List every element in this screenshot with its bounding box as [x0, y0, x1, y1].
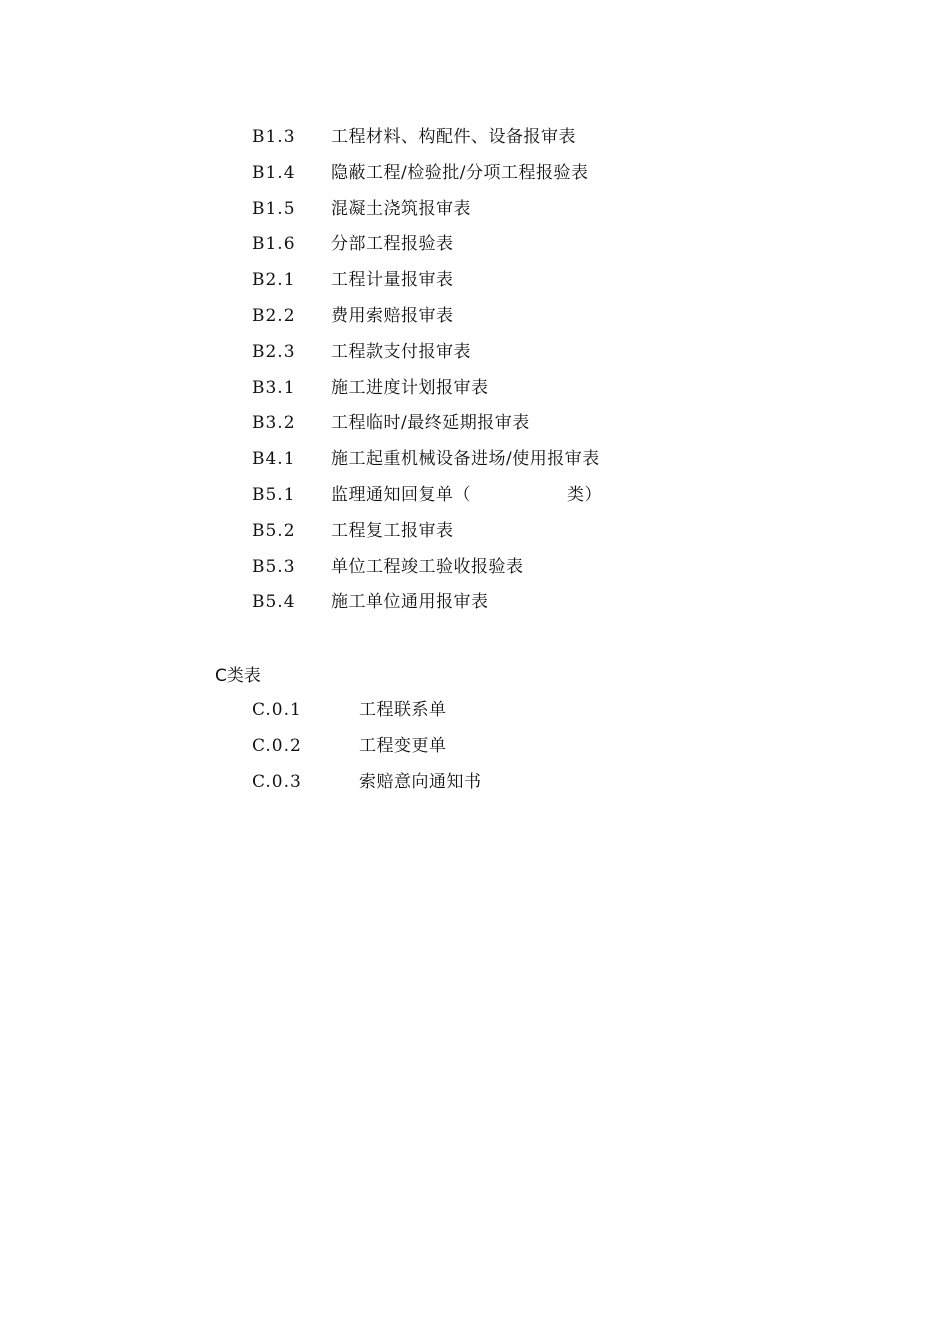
- form-code: B5.2: [252, 520, 296, 541]
- form-title: 混凝土浇筑报审表: [331, 198, 471, 219]
- list-item: [252, 729, 482, 765]
- form-title: 索赔意向通知书: [359, 771, 482, 792]
- form-title: 工程计量报审表: [331, 270, 454, 291]
- list-item: [252, 514, 602, 550]
- form-title: 单位工程竣工验收报验表: [331, 556, 524, 577]
- list-item: [252, 120, 602, 156]
- form-title: 工程临时/最终延期报审表: [331, 413, 530, 434]
- form-code: C.0.3: [252, 771, 302, 792]
- form-code: B5.1: [252, 484, 296, 505]
- list-item: [252, 192, 602, 228]
- b-form-list: [252, 120, 602, 621]
- section-heading: C类表: [215, 666, 261, 686]
- form-title: 工程材料、构配件、设备报审表: [331, 127, 576, 147]
- list-item: [252, 335, 602, 371]
- form-code: B2.3: [252, 341, 296, 362]
- form-title: 工程款支付报审表: [331, 341, 471, 362]
- form-code: B1.4: [252, 162, 296, 183]
- form-title-suffix: 类）: [567, 484, 602, 505]
- list-item: [252, 227, 602, 263]
- form-title: 工程复工报审表: [331, 520, 454, 541]
- list-item: [252, 263, 602, 299]
- form-code: B1.3: [252, 127, 296, 147]
- form-code: C.0.1: [252, 700, 302, 720]
- form-title: 费用索赔报审表: [331, 305, 454, 326]
- form-code: B5.3: [252, 556, 296, 577]
- form-title: 隐蔽工程/检验批/分项工程报验表: [331, 162, 589, 183]
- list-item: [252, 371, 602, 407]
- form-title: 分部工程报验表: [331, 234, 454, 255]
- form-title: 施工单位通用报审表: [331, 592, 489, 613]
- list-item: [252, 442, 602, 478]
- form-title: 工程变更单: [359, 735, 447, 756]
- form-code: B3.1: [252, 377, 296, 398]
- form-title: 施工起重机械设备进场/使用报审表: [331, 449, 600, 470]
- form-title: 监理通知回复单（: [331, 484, 471, 505]
- form-code: B4.1: [252, 449, 296, 470]
- form-code: C.0.2: [252, 735, 302, 756]
- form-code: B3.2: [252, 413, 296, 434]
- form-title: 工程联系单: [359, 700, 447, 720]
- form-code: B1.5: [252, 198, 296, 219]
- list-item: [252, 585, 602, 621]
- list-item: [252, 550, 602, 586]
- list-item: [252, 406, 602, 442]
- form-code: B2.1: [252, 270, 296, 291]
- list-item: [252, 299, 602, 335]
- list-item: [252, 693, 482, 729]
- form-title: 施工进度计划报审表: [331, 377, 489, 398]
- list-item: [252, 478, 602, 514]
- form-code: B2.2: [252, 305, 296, 326]
- list-item: [252, 765, 482, 801]
- list-item: [252, 156, 602, 192]
- c-form-list: [252, 693, 482, 800]
- form-code: B5.4: [252, 592, 296, 613]
- form-code: B1.6: [252, 234, 296, 255]
